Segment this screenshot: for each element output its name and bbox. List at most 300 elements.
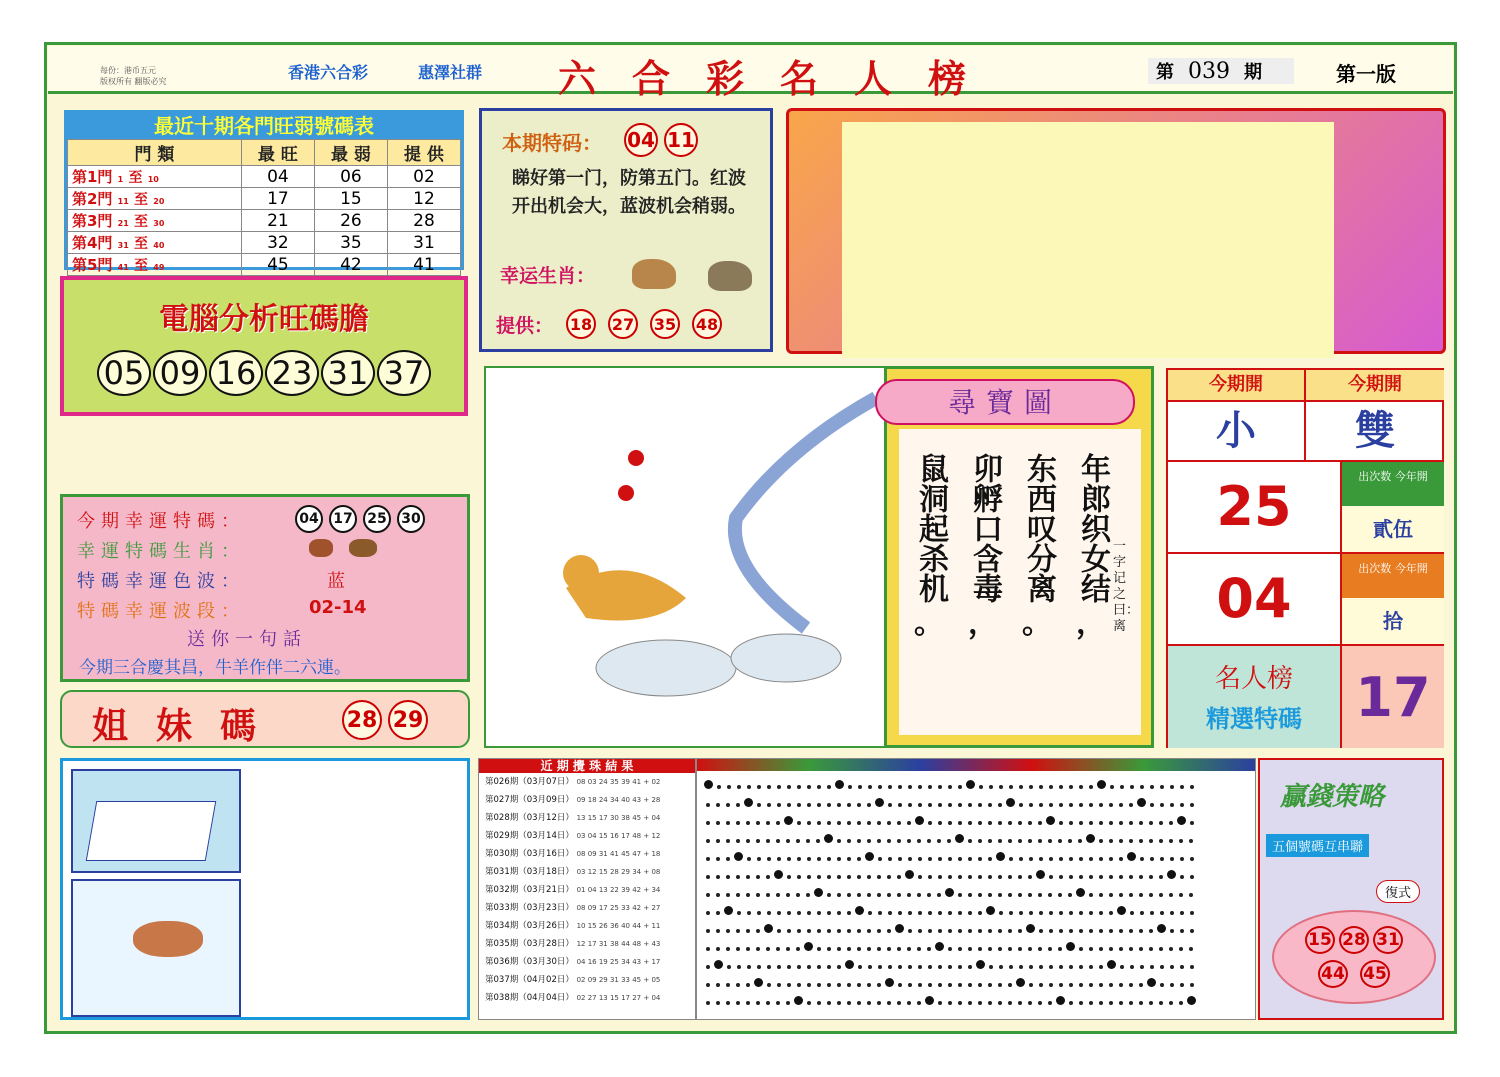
trend-hit	[1016, 978, 1025, 987]
trend-dot	[807, 983, 811, 987]
trend-dot	[807, 929, 811, 933]
trend-dot	[1109, 875, 1113, 879]
door-label: 第4門	[72, 234, 113, 252]
trend-dot	[726, 803, 730, 807]
trend-dot	[1190, 821, 1194, 825]
trend-dot	[837, 821, 841, 825]
computer-balls	[64, 350, 464, 396]
trend-dot	[776, 839, 780, 843]
trend-dot	[857, 947, 861, 951]
trend-dot	[1019, 965, 1023, 969]
trend-dot	[1140, 965, 1144, 969]
trend-hit	[724, 906, 733, 915]
trend-dot	[958, 857, 962, 861]
trend-dot	[767, 803, 771, 807]
trend-dot	[787, 911, 791, 915]
special-advice: 睇好第一门，防第五门。红波开出机会大，蓝波机会稍弱。	[512, 168, 746, 217]
trend-hit	[865, 852, 874, 861]
door-label: 第5門	[72, 256, 113, 274]
trend-dot	[938, 857, 942, 861]
treasure-panel	[884, 366, 1154, 748]
col-cold: 最 弱	[314, 140, 387, 166]
trend-hit	[996, 852, 1005, 861]
trend-dot	[817, 911, 821, 915]
trend-dot	[928, 785, 932, 789]
trend-dot	[1008, 839, 1012, 843]
trend-dot	[807, 821, 811, 825]
trend-dot	[716, 893, 720, 897]
trend-dot	[867, 893, 871, 897]
trend-dot	[978, 803, 982, 807]
trend-dot	[1009, 857, 1013, 861]
trend-dot	[736, 803, 740, 807]
trend-dot	[907, 1001, 911, 1005]
trend-hit	[1036, 870, 1045, 879]
trend-dot	[847, 983, 851, 987]
result-numbers: 12 17 31 38 44 48 + 43	[576, 940, 661, 948]
trend-dot	[1119, 875, 1123, 879]
trend-dot	[1170, 983, 1174, 987]
trend-dot	[897, 839, 901, 843]
trend-dot	[968, 983, 972, 987]
trend-dot	[1018, 947, 1022, 951]
trend-hit	[1177, 816, 1186, 825]
trend-dot	[1120, 785, 1124, 789]
trend-dot	[938, 965, 942, 969]
trend-dot	[756, 1001, 760, 1005]
strength-row	[68, 232, 461, 254]
trend-dot	[1059, 965, 1063, 969]
trend-dot	[777, 965, 781, 969]
trend-dot	[1089, 803, 1093, 807]
trend-dot	[1149, 929, 1153, 933]
trend-dot	[998, 947, 1002, 951]
lucky-ball: 04	[295, 505, 323, 533]
trend-dot	[1169, 947, 1173, 951]
trend-dot	[807, 875, 811, 879]
trend-dot	[1069, 875, 1073, 879]
trend-dot	[937, 893, 941, 897]
trend-dot	[1089, 1001, 1093, 1005]
trend-dot	[726, 893, 730, 897]
trend-dot	[898, 911, 902, 915]
trend-dot	[918, 857, 922, 861]
trend-dot	[1039, 983, 1043, 987]
trend-dot	[746, 821, 750, 825]
pig-image	[71, 879, 241, 1017]
poem-line: 东西叹分离	[1021, 453, 1056, 603]
trend-dot	[1099, 893, 1103, 897]
trend-dot	[807, 857, 811, 861]
horse-icon	[349, 539, 377, 557]
trend-dot	[747, 965, 751, 969]
trend-hit	[1076, 888, 1085, 897]
trend-dot	[1180, 929, 1184, 933]
results-panel	[478, 758, 696, 1020]
trend-dot	[1190, 929, 1194, 933]
result-period: 第034期（03月26日）	[485, 921, 574, 931]
trend-dot	[716, 983, 720, 987]
trend-dot	[958, 803, 962, 807]
trend-dot	[1018, 839, 1022, 843]
trend-dot	[1139, 1001, 1143, 1005]
trend-dot	[1129, 1001, 1133, 1005]
trend-dot	[1069, 821, 1073, 825]
trend-dot	[908, 803, 912, 807]
trend-dot	[1028, 839, 1032, 843]
trend-dot	[1079, 875, 1083, 879]
trend-dot	[1059, 857, 1063, 861]
trend-dot	[1119, 929, 1123, 933]
trend-dot	[736, 1001, 740, 1005]
trend-dot	[1119, 1001, 1123, 1005]
trend-dot	[988, 839, 992, 843]
trend-dot	[806, 893, 810, 897]
trend-hit	[744, 798, 753, 807]
strategy-ball: 44	[1318, 960, 1348, 988]
trend-dot	[1049, 929, 1053, 933]
result-row	[479, 863, 695, 881]
result-row	[479, 791, 695, 809]
trend-dot	[827, 803, 831, 807]
trend-dot	[938, 803, 942, 807]
door-from: 41	[117, 263, 129, 272]
trend-dot	[726, 947, 730, 951]
provide-label: 提供：	[496, 315, 554, 337]
poem-punct: ，	[1076, 606, 1106, 641]
trend-dot	[756, 839, 760, 843]
trend-dot	[877, 875, 881, 879]
trend-dot	[766, 893, 770, 897]
trend-row	[703, 829, 1249, 847]
result-row	[479, 773, 695, 791]
trend-dot	[1019, 911, 1023, 915]
trend-dot	[1018, 929, 1022, 933]
sister-ball: 29	[388, 700, 428, 740]
bottom-image-panel	[60, 758, 470, 1020]
trend-dot	[1079, 1001, 1083, 1005]
poem-line: 年郎织女结	[1075, 453, 1110, 603]
trend-dot	[1180, 983, 1184, 987]
trend-dot	[827, 785, 831, 789]
trend-dot	[888, 857, 892, 861]
door-to: 40	[153, 241, 165, 250]
fame-subtitle: 精選特碼	[1206, 705, 1302, 733]
trend-row	[703, 775, 1249, 793]
trend-hit	[976, 960, 985, 969]
fame-box	[1168, 644, 1342, 748]
trend-dot	[1129, 839, 1133, 843]
trend-dot	[857, 821, 861, 825]
trend-dot	[706, 1001, 710, 1005]
lucky-poem: 今期三合慶其昌，牛羊作伴二六連。	[79, 658, 351, 678]
trend-dot	[787, 785, 791, 789]
trend-dot	[1109, 821, 1113, 825]
trend-hit	[925, 996, 934, 1005]
trend-dot	[787, 929, 791, 933]
strategy-oval	[1272, 910, 1436, 1004]
cold-number: 26	[314, 210, 387, 232]
door-to-word: 至	[134, 192, 149, 208]
trend-dot	[877, 983, 881, 987]
today-size: 小	[1168, 402, 1306, 460]
trend-dot	[1110, 785, 1114, 789]
trend-dot	[827, 947, 831, 951]
trend-dot	[968, 1001, 972, 1005]
trend-hit	[1046, 816, 1055, 825]
result-period: 第031期（03月18日）	[485, 867, 574, 877]
trend-hit	[845, 960, 854, 969]
trend-dot	[1049, 911, 1053, 915]
trend-dot	[1109, 947, 1113, 951]
trend-dot	[837, 893, 841, 897]
trend-dot	[858, 785, 862, 789]
trend-dot	[968, 893, 972, 897]
poem-punct: 。	[1022, 606, 1052, 641]
trend-dot	[878, 857, 882, 861]
trend-dot	[1039, 911, 1043, 915]
trend-dot	[756, 821, 760, 825]
strength-table-title: 最近十期各門旺弱號碼表	[67, 113, 461, 139]
result-row	[479, 881, 695, 899]
issue-number	[1148, 58, 1294, 84]
trend-dot	[706, 947, 710, 951]
trend-dot	[937, 839, 941, 843]
result-numbers: 03 12 15 28 29 34 + 08	[576, 868, 661, 876]
trend-dot	[1159, 1001, 1163, 1005]
trend-dot	[998, 803, 1002, 807]
trend-dot	[1190, 857, 1194, 861]
trend-dot	[817, 947, 821, 951]
trend-dot	[1170, 785, 1174, 789]
zodiac-label: 幸运生肖：	[500, 265, 596, 287]
trend-dot	[938, 875, 942, 879]
tiger-icon	[632, 259, 676, 289]
trend-dot	[716, 947, 720, 951]
trend-dot	[868, 965, 872, 969]
trend-dot	[1129, 947, 1133, 951]
trend-dot	[968, 857, 972, 861]
trend-dot	[898, 803, 902, 807]
count-2: 04	[1168, 552, 1342, 644]
trend-dot	[766, 839, 770, 843]
today-head-1: 今期開	[1168, 370, 1306, 402]
trend-dot	[878, 911, 882, 915]
result-period: 第035期（03月28日）	[485, 939, 574, 949]
trend-dot	[1049, 965, 1053, 969]
trend-hit	[986, 906, 995, 915]
trend-hit	[784, 816, 793, 825]
trend-dot	[1149, 821, 1153, 825]
trend-dot	[918, 803, 922, 807]
trend-dot	[716, 911, 720, 915]
trend-hit	[855, 906, 864, 915]
today-panel	[1166, 368, 1444, 748]
trend-dot	[787, 875, 791, 879]
lucky-balls	[295, 505, 425, 533]
result-period: 第036期（03月30日）	[485, 957, 574, 967]
trend-dot	[1119, 983, 1123, 987]
computer-ball: 23	[265, 350, 319, 396]
trend-dot	[1159, 893, 1163, 897]
trend-dot	[887, 929, 891, 933]
trend-dot	[817, 857, 821, 861]
trend-dot	[777, 929, 781, 933]
trend-dot	[1109, 839, 1113, 843]
brand-community: 惠澤社群	[418, 63, 483, 82]
trend-dot	[847, 875, 851, 879]
trend-dot	[1129, 875, 1133, 879]
trend-dot	[1099, 983, 1103, 987]
trend-dot	[796, 947, 800, 951]
ball-color-strip	[697, 759, 1255, 771]
trend-dot	[1028, 1001, 1032, 1005]
trend-dot	[1149, 1001, 1153, 1005]
trend-dot	[858, 965, 862, 969]
trend-dot	[918, 785, 922, 789]
trend-dot	[888, 965, 892, 969]
trend-dot	[938, 1001, 942, 1005]
trend-dot	[766, 1001, 770, 1005]
cat-icon	[708, 261, 752, 291]
result-row	[479, 971, 695, 989]
trend-dot	[1119, 857, 1123, 861]
trend-dot	[1139, 947, 1143, 951]
trend-row	[703, 883, 1249, 901]
trend-dot	[1089, 821, 1093, 825]
trend-dot	[948, 875, 952, 879]
computer-ball: 16	[209, 350, 263, 396]
trend-dot	[837, 983, 841, 987]
trend-dot	[1109, 893, 1113, 897]
trend-dot	[877, 893, 881, 897]
trend-dot	[908, 929, 912, 933]
result-row	[479, 899, 695, 917]
door-to-word: 至	[134, 236, 149, 252]
trend-dot	[878, 785, 882, 789]
given-number: 28	[387, 210, 460, 232]
trend-dot	[1180, 857, 1184, 861]
strength-table	[67, 139, 461, 276]
results-grid	[696, 758, 1256, 1020]
trend-dot	[1089, 965, 1093, 969]
trend-dot	[827, 857, 831, 861]
trend-dot	[726, 929, 730, 933]
trend-dot	[857, 1001, 861, 1005]
trend-dot	[1180, 965, 1184, 969]
trend-hit	[935, 942, 944, 951]
sister-panel	[60, 690, 470, 748]
pig-icon	[133, 921, 203, 957]
computer-ball: 09	[153, 350, 207, 396]
trend-dot	[817, 1001, 821, 1005]
result-period: 第037期（04月02日）	[485, 975, 574, 985]
door-to-word: 至	[128, 170, 143, 186]
dot-grid	[697, 771, 1255, 1013]
trend-dot	[1170, 911, 1174, 915]
trend-row	[703, 937, 1249, 955]
trend-dot	[757, 965, 761, 969]
count-1-word: 貳伍	[1342, 506, 1444, 552]
trend-dot	[898, 857, 902, 861]
trend-dot	[1089, 947, 1093, 951]
trend-dot	[998, 983, 1002, 987]
result-period: 第028期（03月12日）	[485, 813, 574, 823]
trend-dot	[1048, 893, 1052, 897]
trend-dot	[1048, 1001, 1052, 1005]
trend-dot	[1170, 803, 1174, 807]
trend-dot	[1059, 929, 1063, 933]
trend-dot	[817, 983, 821, 987]
trend-dot	[898, 785, 902, 789]
trend-dot	[827, 893, 831, 897]
strategy-ball: 15	[1305, 926, 1335, 954]
trend-hit	[945, 888, 954, 897]
trend-dot	[746, 929, 750, 933]
trend-dot	[847, 821, 851, 825]
treasure-hint: 一字记之曰：离	[1113, 539, 1140, 634]
trend-dot	[948, 821, 952, 825]
trend-hit	[1006, 798, 1015, 807]
trend-dot	[1059, 911, 1063, 915]
trend-dot	[1139, 929, 1143, 933]
hot-number: 04	[241, 166, 314, 188]
trend-dot	[1119, 893, 1123, 897]
given-number: 12	[387, 188, 460, 210]
trend-dot	[978, 983, 982, 987]
lucky-ball: 17	[329, 505, 357, 533]
trend-dot	[918, 929, 922, 933]
strategy-title: 贏錢策略	[1280, 782, 1385, 812]
trend-dot	[1169, 893, 1173, 897]
trend-dot	[927, 947, 931, 951]
result-period: 第029期（03月14日）	[485, 831, 574, 841]
trend-hit	[804, 942, 813, 951]
trend-dot	[857, 983, 861, 987]
trend-dot	[1008, 893, 1012, 897]
trend-dot	[1079, 785, 1083, 789]
trend-dot	[1119, 821, 1123, 825]
trend-dot	[797, 929, 801, 933]
trend-dot	[1170, 857, 1174, 861]
trend-dot	[1058, 947, 1062, 951]
trend-dot	[998, 839, 1002, 843]
trend-dot	[867, 947, 871, 951]
trend-dot	[1139, 893, 1143, 897]
trend-dot	[988, 983, 992, 987]
trend-hit	[754, 978, 763, 987]
trend-dot	[968, 821, 972, 825]
trend-dot	[988, 929, 992, 933]
trend-dot	[746, 983, 750, 987]
trend-dot	[928, 929, 932, 933]
monkey-tree-image	[486, 368, 884, 746]
result-period: 第027期（03月09日）	[485, 795, 574, 805]
today-parity: 雙	[1355, 408, 1395, 454]
trend-dot	[948, 911, 952, 915]
trend-dot	[1028, 821, 1032, 825]
trend-dot	[968, 803, 972, 807]
trend-hit	[905, 870, 914, 879]
strength-row	[68, 166, 461, 188]
trend-dot	[1008, 821, 1012, 825]
trend-dot	[848, 785, 852, 789]
trend-dot	[1018, 1001, 1022, 1005]
trend-dot	[827, 875, 831, 879]
hot-number: 17	[241, 188, 314, 210]
trend-dot	[867, 1001, 871, 1005]
trend-dot	[1029, 965, 1033, 969]
